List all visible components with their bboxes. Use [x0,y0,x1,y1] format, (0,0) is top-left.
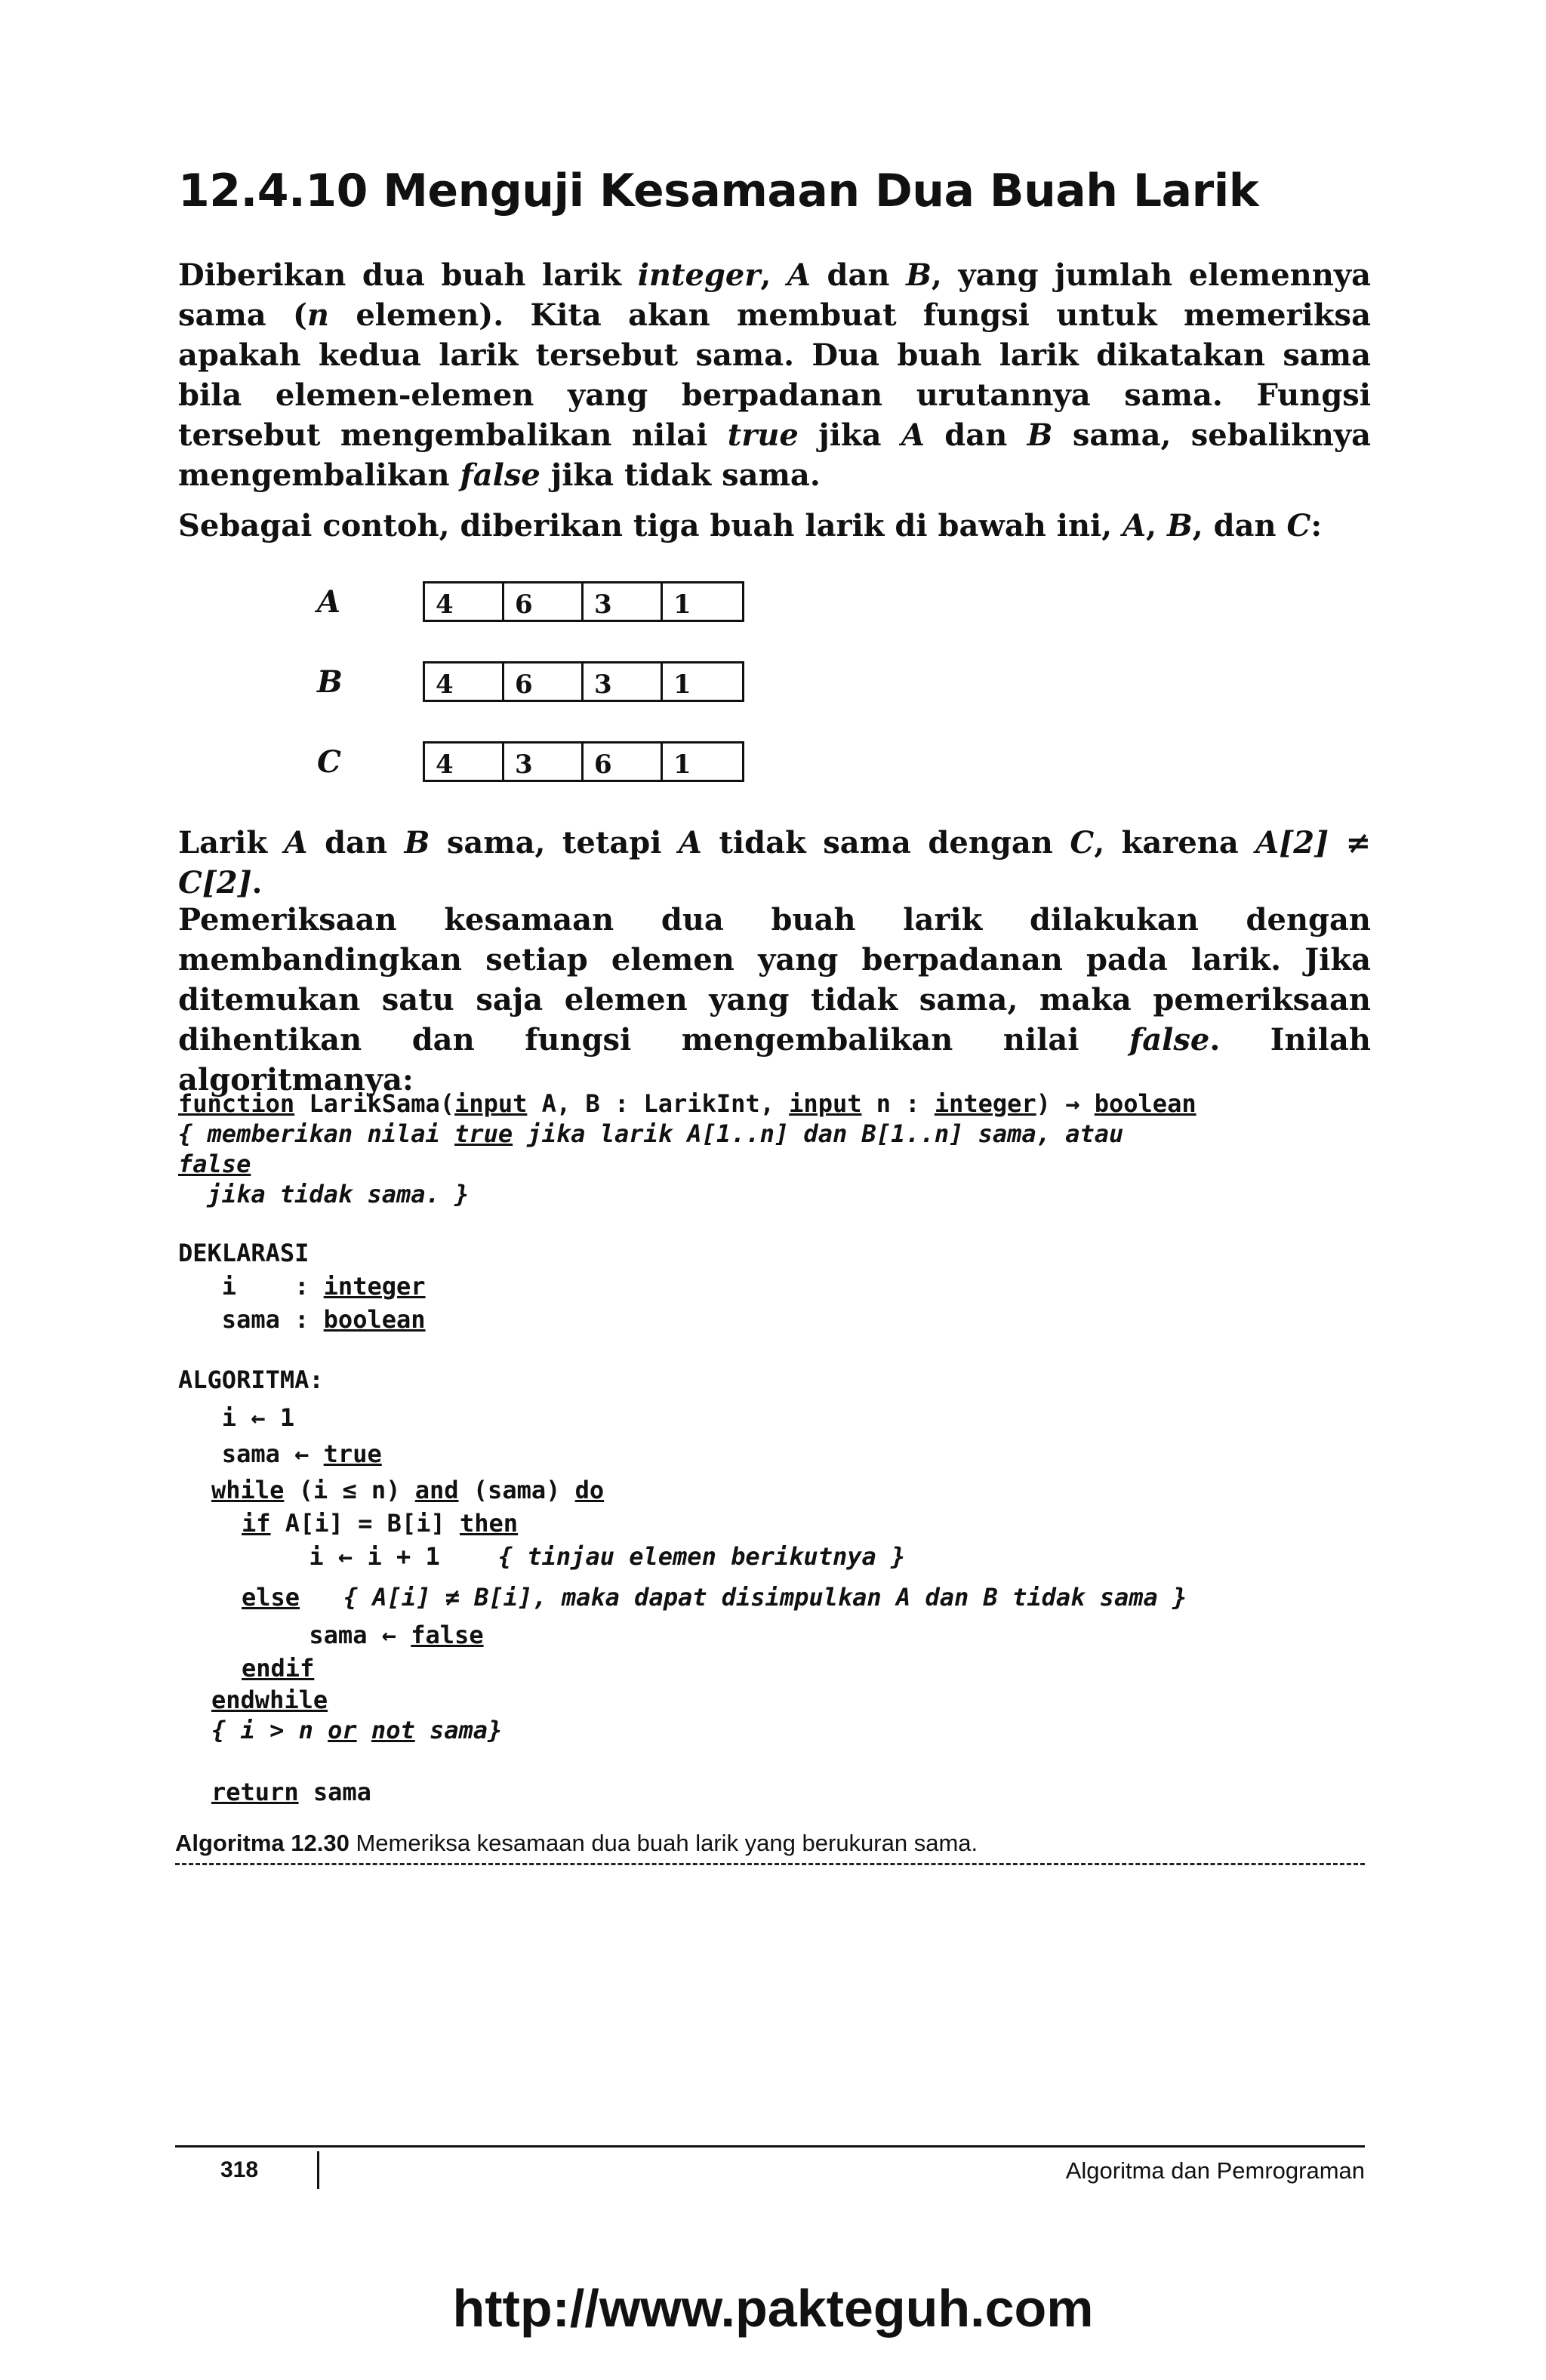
code-comment: { memberikan nilai [178,1119,455,1148]
code-statement [178,1620,484,1650]
code-comment: { tinjau elemen berikutnya } [497,1542,906,1571]
array-cell: 4 [425,744,504,780]
example-paragraph [178,506,1371,546]
code-comment: jika larik A[1..n] dan B[1..n] sama, atau [513,1119,1124,1148]
code-keyword: function [178,1089,295,1118]
conclusion-text: dan [307,825,405,861]
code-comment-line [178,1179,469,1209]
section-heading: 12.4.10 Menguji Kesamaan Dua Buah Larik [178,165,1259,217]
intro-text: dan [924,417,1027,453]
conclusion-text: , karena [1094,825,1256,861]
conclusion-text: . [251,865,263,901]
example-text: Sebagai contoh, diberikan tiga buah larik di bawah ini, [178,508,1123,543]
code-keyword: input [789,1089,862,1118]
code-text: A, B : LarikInt, [527,1089,790,1118]
array-cell: 6 [504,664,584,700]
code-statement [178,1439,382,1469]
conclusion-var: A [284,825,308,861]
conclusion-text: tidak sama dengan [701,825,1070,861]
explain-text: Pemeriksaan kesamaan dua buah larik dilakukan dengan membandingkan setiap elemen yang berpadanan pada larik. Jika ditemukan satu saja elemen yang tidak sama, maka pemeriksaan dihentikan dan fungsi mengembalikan nilai [178,902,1371,1058]
array-label: B [317,664,343,700]
array-cell: 3 [504,744,584,780]
example-var-c: C [1286,508,1311,543]
code-keyword: input [454,1089,528,1118]
array-cell: 3 [584,583,663,620]
code-statement [211,1685,328,1715]
array-label: A [317,584,341,620]
example-var-a: A [1123,508,1147,543]
array-cells [423,661,744,702]
code-text: n : [861,1089,935,1118]
conclusion-var: B [404,825,430,861]
conclusion-paragraph [178,823,1371,903]
code-text: LarikSama( [294,1089,455,1118]
example-text: , dan [1192,508,1287,543]
code-keyword: or [328,1716,357,1744]
code-function-signature [178,1088,1196,1119]
intro-var-a: A [901,417,925,453]
array-cell: 3 [584,664,663,700]
code-text: i : [178,1272,324,1301]
code-comment: jika tidak sama. } [178,1180,470,1208]
array-cells [423,581,744,622]
example-var-b: B [1166,508,1193,543]
footer-divider [175,2145,1365,2148]
code-keyword: return [211,1778,299,1806]
code-keyword: if [242,1509,271,1538]
intro-text: sama, sebaliknya mengembalikan [178,417,1371,493]
code-section-deklarasi: DEKLARASI [178,1239,310,1267]
example-text: : [1310,508,1323,543]
code-statement: i ← 1 [178,1403,295,1432]
explain-false: false [1129,1022,1210,1058]
explain-paragraph [178,900,1371,1100]
watermark-url: http://www.pakteguh.com [452,2279,1094,2338]
conclusion-text: Larik [178,825,285,861]
intro-true: true [727,417,799,453]
code-comment: { i > n [211,1716,328,1744]
example-text: , [1146,508,1167,543]
array-cell: 1 [673,590,691,620]
intro-text: jika tidak sama. [540,457,821,493]
array-cell: 4 [425,664,504,700]
code-declaration [178,1304,426,1335]
conclusion-text: sama, tetapi [430,825,679,861]
conclusion-expression: A[2] ≠ C[2] [178,825,1372,901]
code-text: i ← i + 1 [178,1542,498,1571]
code-statement [178,1541,905,1572]
code-text: sama : [178,1305,324,1334]
code-comment-line [211,1715,502,1745]
code-text: sama ← [178,1439,324,1468]
array-cells [423,741,744,782]
code-statement [211,1777,371,1807]
code-keyword: boolean [323,1305,426,1334]
code-keyword: do [574,1476,605,1504]
code-keyword: and [414,1476,459,1504]
code-keyword: else [242,1583,300,1612]
code-comment-line [178,1149,251,1179]
intro-false: false [460,457,540,493]
caption-text: Memeriksa kesamaan dua buah larik yang berukuran sama. [349,1830,978,1856]
code-declaration [178,1271,426,1301]
code-keyword: integer [323,1272,426,1301]
intro-var-n: n [306,297,330,333]
code-keyword: true [323,1439,382,1468]
code-keyword: endwhile [211,1686,328,1714]
intro-text: , yang jumlah elemennya sama ( [178,257,1371,333]
array-cell: 1 [673,670,691,700]
footer-separator [317,2151,319,2189]
page-number: 318 [220,2157,259,2182]
code-text: (sama) [458,1476,575,1504]
code-keyword: not [371,1716,415,1744]
intro-text: Diberikan dua buah larik [178,257,638,293]
book-title: Algoritma dan Pemrograman [1065,2157,1365,2184]
code-statement [242,1508,518,1538]
intro-var-a: A [787,257,811,293]
explain-text: . Inilah algoritmanya: [178,1022,1371,1098]
intro-text: elemen). Kita akan membuat fungsi untuk memeriksa apakah kedua larik tersebut sama. Dua buah larik dikatakan sama bila elemen-elemen yang berpadanan urutannya sama. Fungsi tersebut mengembalikan nilai [178,297,1371,453]
code-text: ) → [1036,1089,1095,1118]
code-keyword: true [454,1119,513,1148]
intro-integer: integer [637,257,761,293]
caption-label: Algoritma 12.30 [175,1830,350,1856]
intro-var-b: B [1027,417,1053,453]
code-statement [211,1475,604,1505]
code-keyword: endif [242,1654,315,1683]
algorithm-caption [175,1830,1365,1865]
code-comment: sama} [414,1716,503,1744]
code-keyword: boolean [1094,1089,1196,1118]
code-comment: { A[i] ≠ B[i], maka dapat disimpulkan A dan B tidak sama } [300,1583,1187,1612]
array-cell: 4 [425,583,504,620]
code-text: (i ≤ n) [284,1476,415,1504]
array-cell: 1 [673,750,691,780]
array-label: C [317,744,341,780]
code-keyword: false [178,1150,251,1178]
array-cell: 6 [504,583,584,620]
code-keyword: while [211,1476,285,1504]
intro-text: jika [798,417,901,453]
code-statement [242,1653,314,1683]
code-keyword: integer [934,1089,1036,1118]
code-section-algoritma: ALGORITMA: [178,1365,324,1394]
code-text: sama [298,1778,371,1806]
code-text: A[i] = B[i] [270,1509,460,1538]
code-keyword: false [411,1621,484,1649]
code-comment-line [178,1119,1123,1149]
intro-paragraph [178,255,1371,495]
conclusion-var: C [1070,825,1095,861]
intro-text: , [760,257,787,293]
conclusion-var: A [678,825,702,861]
array-cell: 6 [584,744,663,780]
intro-text: dan [810,257,907,293]
code-statement [242,1582,1187,1612]
code-keyword: then [459,1509,519,1538]
code-text: sama ← [178,1621,411,1649]
intro-var-b: B [906,257,932,293]
